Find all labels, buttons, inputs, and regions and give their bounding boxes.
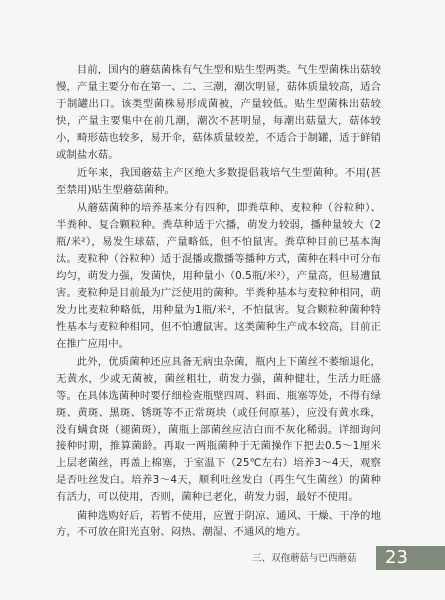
paragraph-storage: 菌种选购好后，若暂不使用，应置于阴凉、通风、干燥、干净的地方，不可放在阳光直射、闷热、潮湿、不通风的地方。 (56, 509, 381, 539)
section-label: 三、双孢蘑菇与巴西蘑菇 (252, 553, 357, 564)
paragraph-quality-check: 此外，优质菌种还应具备无病虫杂菌，瓶内上下菌丝不萎缩退化，无黄水，少或无菌被，菌丝粗壮，萌发力强，菌种健壮，生活力旺盛等。在具体选菌种时要仔细检查瓶壁四周、料面、瓶塞等处，不得有绿斑、黄斑、黑斑、锈斑等不正常斑块（或任何原基），应没有黄水珠，没有螨食斑（褪菌斑），菌瓶上部菌丝应洁白而不灰化稀弱。详细询问接种时期，推算菌龄。再取一两瓶菌种于无菌操作下把去0.5～1厘米上层老菌丝，再盖上棉塞，于室温下（25℃左右）培养3～4天，观察是否吐丝发白。培养3～4天，顺利吐丝发白（再生气生菌丝）的菌种有活力，可以使用，否则，菌种已老化，萌发力弱，最好不使用。 (56, 355, 381, 504)
paragraph-strain-types: 目前，国内的蘑菇菌株有气生型和贴生型两类。气生型菌株出菇较慢，产量主要分布在第一、二、三潮，潮次明显，菇体质量较高，适合于制罐出口。该类型菌株易形成菌被，产量较低。贴生型菌株出菇较快，产量主要集中在前几潮，潮次不甚明显，每潮出菇量大，菇体较小，畸形菇也较多，易开伞，菇体质量较差，不适合于制罐，适于鲜销或制盐水菇。 (56, 64, 381, 161)
page-footer (252, 546, 445, 570)
paragraph-spawn-media: 从蘑菇菌种的培养基来分有四种，即粪草种、麦粒种（谷粒种）、半粪种、复合颗粒种。粪草种适于穴播，萌发力较弱，播种量较大（2瓶/米²），易发生球菇，产量略低，但不怕鼠害。粪草种目前已基本淘汰。麦粒种（谷粒种）适于混播或撒播等播种方式，菌种在料中可分布均匀，萌发力强，发菌快，用种量小（0.5瓶/米²），产量高，但易遭鼠害。麦粒种是目前最为广泛使用的菌种。半粪种基本与麦粒种相同，萌发力比麦粒种略低，用种量为1瓶/米²，不怕鼠害。复合颗粒种菌种特性基本与麦粒种相同，但不怕遭鼠害。这类菌种生产成本较高，目前正在推广应用中。 (56, 202, 381, 350)
page-number-badge (376, 546, 445, 570)
page-number: 23 (385, 547, 408, 568)
body-text (56, 62, 381, 543)
paragraph-recent-years: 近年来，我国蘑菇主产区绝大多数提倡栽培气生型菌种。不用(甚至禁用)贴生型蘑菇菌种。 (56, 166, 381, 196)
